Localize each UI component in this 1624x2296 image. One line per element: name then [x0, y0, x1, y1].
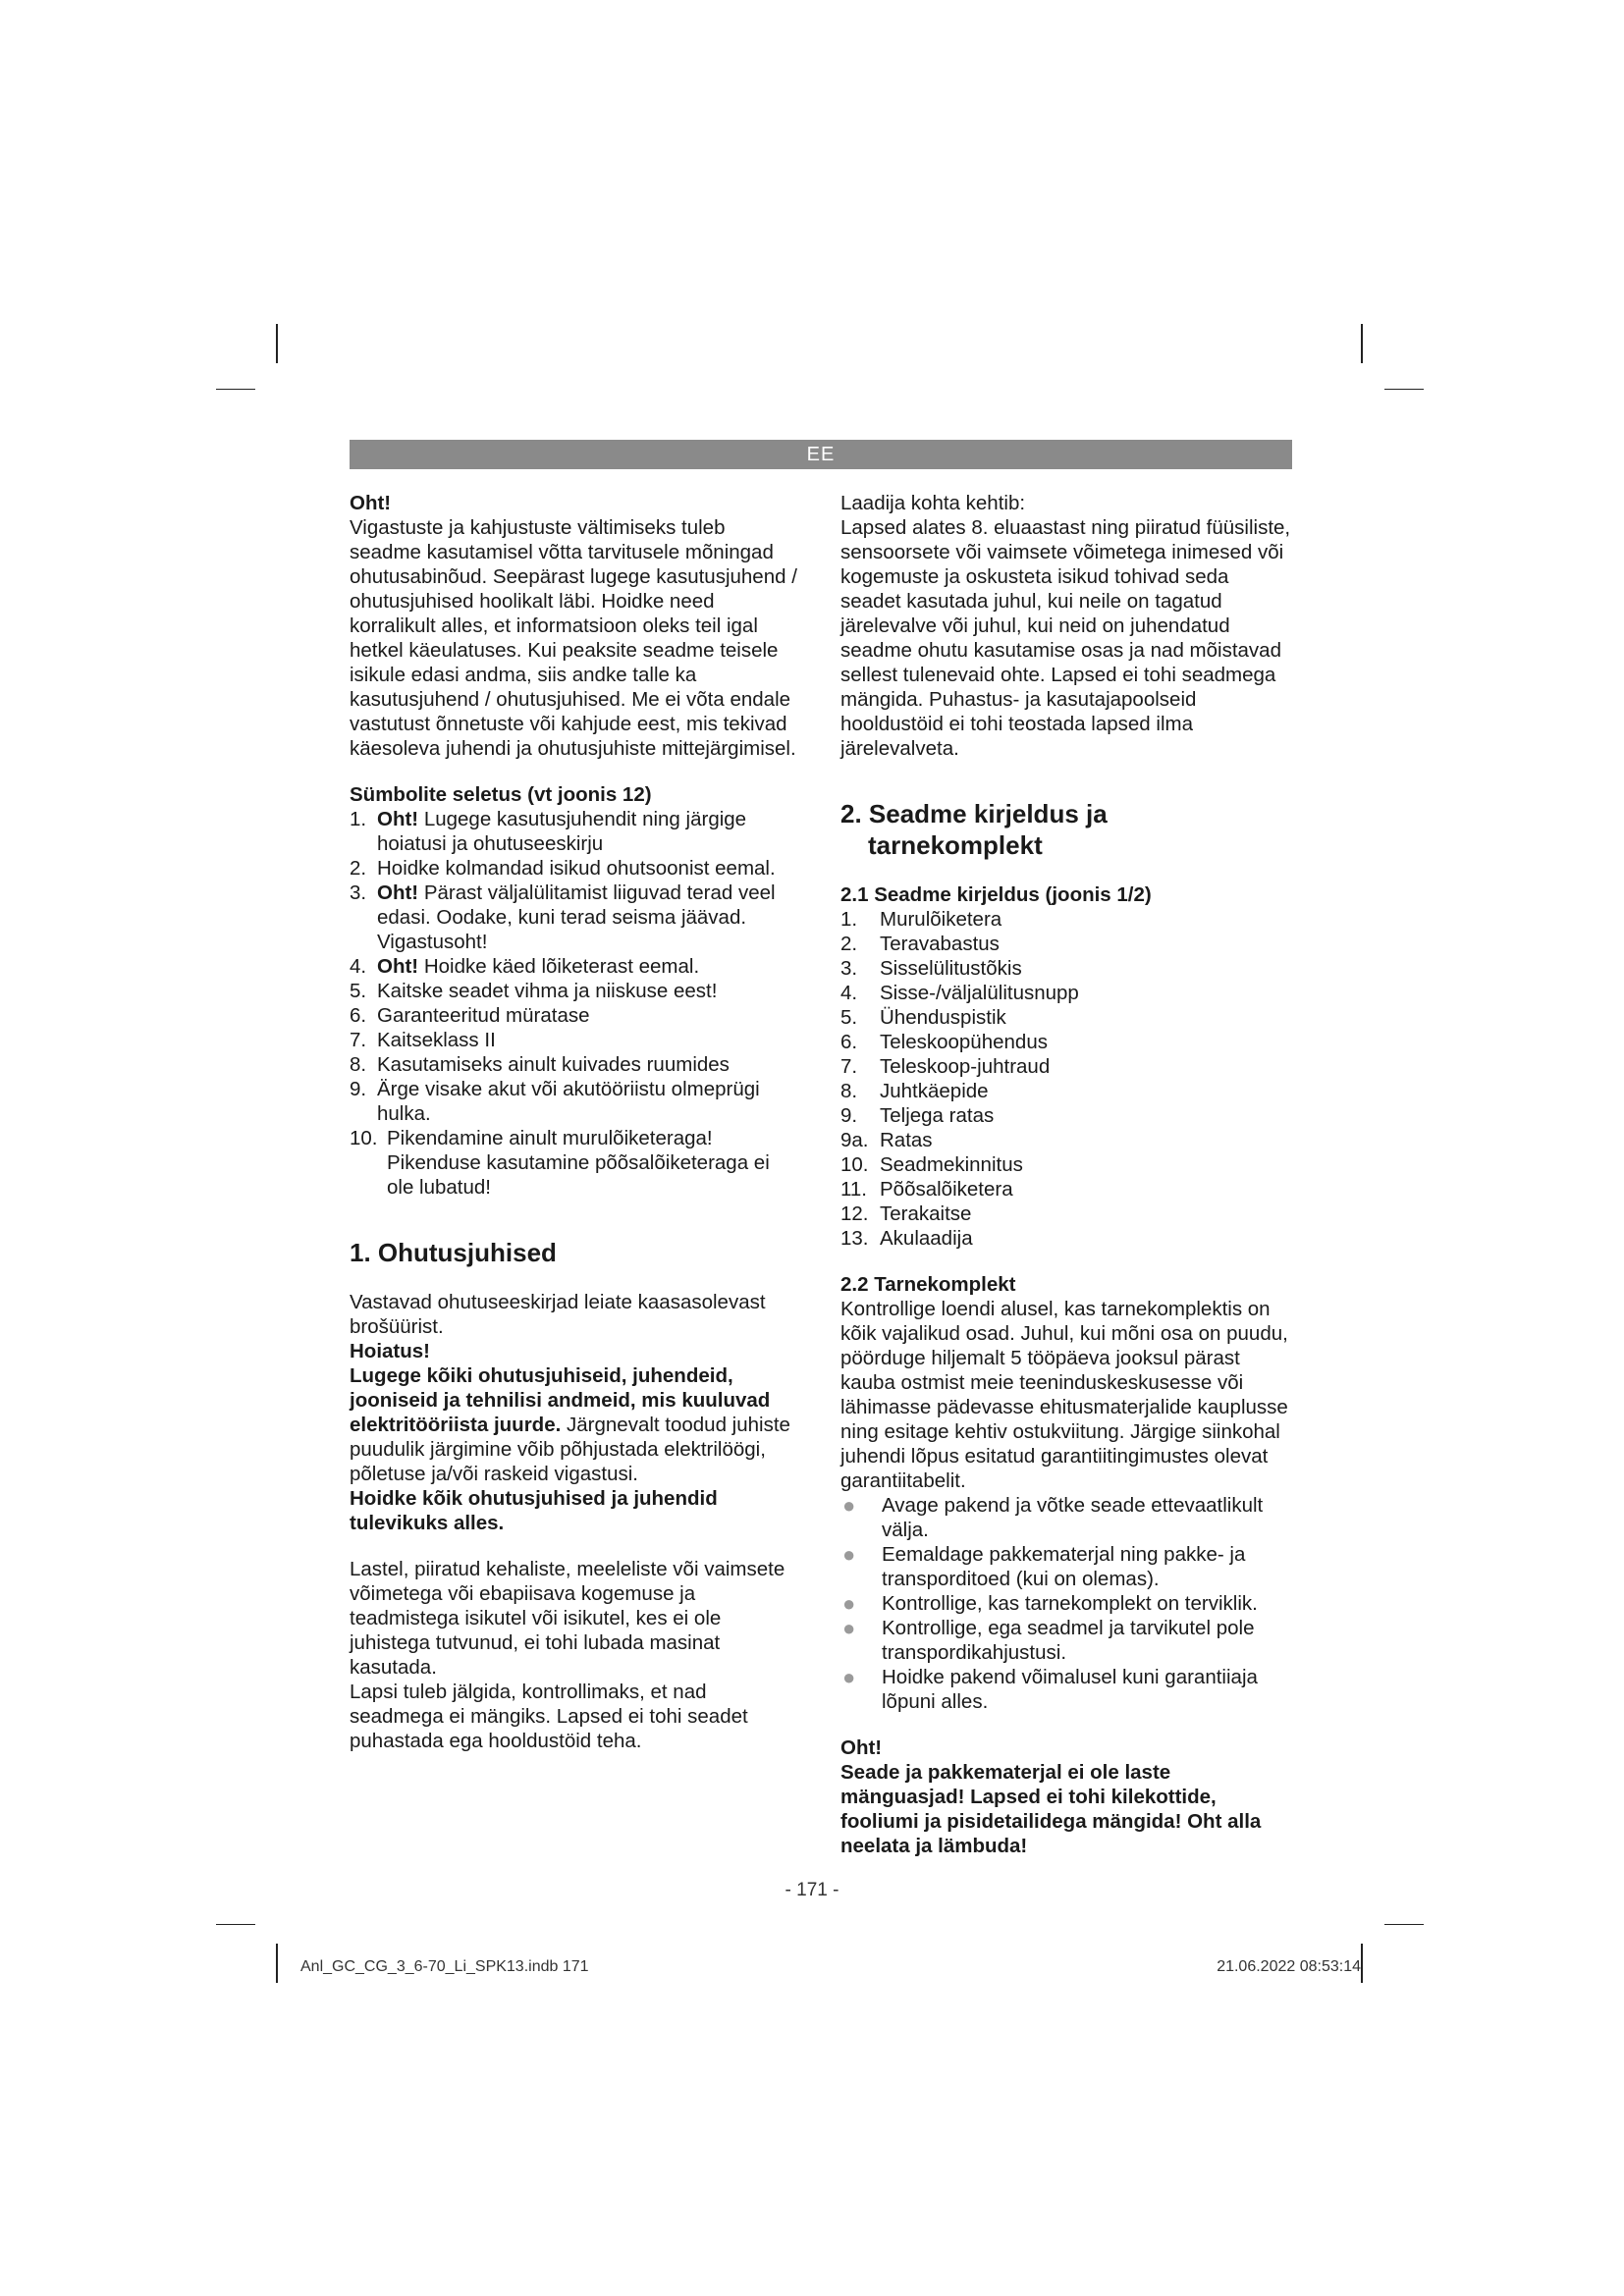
subsection-2-1-title: 2.1 Seadme kirjeldus (joonis 1/2) [840, 883, 1152, 906]
part-name: Murulõiketera [880, 908, 1002, 931]
part-item [840, 1177, 1292, 1201]
symbol-number: 10. [350, 1127, 378, 1149]
part-name: Juhtkäepide [880, 1080, 989, 1102]
section-1-intro: Vastavad ohutuseeskirjad leiate kaasasolevast brošüürist. [350, 1291, 766, 1338]
warning-text: Järgnevalt toodud juhiste puudulik järgimine võib põhjustada elektrilöögi, põletuse ja/või raskeid vigastusi. [350, 1414, 790, 1485]
unpacking-list [840, 1493, 1292, 1714]
charger-text: Lapsed alates 8. eluaastast ning piiratud füüsiliste, sensoorsete või vaimsete võimetega inimesed või kogemuste ja oskusteta isikud tohivad seda seadet kasutada juhul, kui neile on tagatud järelevalve või juhul, kui neid on juhendatud seadme ohutu kasutamise osas ja nad mõistavad sellest tulenevaid ohte. Lapsed ei tohi seadmega mängida. Puhastus- ja kasutajapoolseid hooldustöid ei tohi teostada lapsed ilma järelevalveta. [840, 516, 1291, 760]
part-name: Akulaadija [880, 1227, 973, 1250]
part-name: Teravabastus [880, 933, 1000, 955]
parts-list [840, 907, 1292, 1251]
symbol-item [350, 1052, 801, 1077]
part-item [840, 1030, 1292, 1054]
part-item [840, 1128, 1292, 1152]
symbol-number: 6. [350, 1004, 367, 1027]
danger-title: Oht! [350, 492, 392, 514]
crop-mark [216, 1924, 255, 1925]
subsection-2-2-title: 2.2 Tarnekomplekt [840, 1273, 1016, 1296]
symbol-number: 2. [350, 857, 367, 880]
crop-mark [276, 324, 278, 363]
part-number: 9a. [840, 1129, 869, 1151]
part-number: 8. [840, 1080, 858, 1102]
unpacking-text: Kontrollige, kas tarnekomplekt on terviklik. [882, 1592, 1258, 1615]
right-column [840, 491, 1292, 1858]
section-1-title: 1. Ohutusjuhised [350, 1238, 557, 1267]
section-2-title-line1: 2. Seadme kirjeldus ja [840, 799, 1108, 828]
part-item [840, 932, 1292, 956]
warning-paragraph [350, 1363, 801, 1486]
part-number: 13. [840, 1227, 869, 1250]
part-name: Ühenduspistik [880, 1006, 1006, 1029]
part-number: 2. [840, 933, 858, 955]
crop-mark [216, 389, 255, 390]
crop-mark [1361, 1944, 1363, 1983]
danger-2-text: Seade ja pakkematerjal ei ole laste mänguasjad! Lapsed ei tohi kilekottide, fooliumi ja pisidetailidega mängida! Oht alla neelata ja lämbuda! [840, 1761, 1262, 1857]
symbol-number: 8. [350, 1053, 367, 1076]
symbol-bold: Oht! [377, 955, 419, 978]
crop-mark [1361, 324, 1363, 363]
part-name: Sisse-/väljalülitusnupp [880, 982, 1079, 1004]
symbol-item [350, 1126, 801, 1200]
symbol-text: Hoidke kolmandad isikud ohutsoonist eemal. [377, 857, 776, 880]
symbols-list [350, 807, 801, 1200]
left-column [350, 491, 801, 1753]
bullet-icon: ● [842, 1665, 856, 1689]
part-number: 9. [840, 1104, 858, 1127]
part-item [840, 981, 1292, 1005]
part-name: Ratas [880, 1129, 933, 1151]
symbol-text: Lugege kasutusjuhendit ning järgige hoiatusi ja ohutuseeskirju [377, 808, 747, 855]
bullet-icon: ● [842, 1591, 856, 1616]
symbol-bold: Oht! [377, 881, 419, 904]
warning-bold: Lugege kõiki ohutusjuhiseid, juhendeid, jooniseid ja tehnilisi andmeid, mis kuuluvad elektritööriista juurde. [350, 1364, 771, 1436]
symbol-item [350, 1003, 801, 1028]
section-2-title-line2: tarnekomplekt [868, 830, 1043, 860]
part-name: Teljega ratas [880, 1104, 995, 1127]
symbol-number: 7. [350, 1029, 367, 1051]
part-number: 1. [840, 908, 858, 931]
part-number: 4. [840, 982, 858, 1004]
part-item [840, 956, 1292, 981]
part-number: 10. [840, 1153, 869, 1176]
crop-mark [276, 1944, 278, 1983]
symbol-bold: Oht! [377, 808, 419, 830]
unpacking-text: Hoidke pakend võimalusel kuni garantiiaja lõpuni alles. [882, 1666, 1258, 1713]
part-item [840, 1054, 1292, 1079]
symbol-item [350, 979, 801, 1003]
part-number: 12. [840, 1202, 869, 1225]
unpacking-text: Eemaldage pakkematerjal ning pakke- ja transporditoed (kui on olemas). [882, 1543, 1246, 1590]
symbol-text: Ärge visake akut või akutööriistu olmeprügi hulka. [377, 1078, 760, 1125]
part-item [840, 907, 1292, 932]
charger-title: Laadija kohta kehtib: [840, 492, 1026, 514]
part-name: Sisselülitustõkis [880, 957, 1022, 980]
part-name: Terakaitse [880, 1202, 972, 1225]
symbol-item [350, 881, 801, 954]
symbol-item [350, 1077, 801, 1126]
symbol-number: 3. [350, 881, 367, 904]
keep-instructions: Hoidke kõik ohutusjuhised ja juhendid tulevikuks alles. [350, 1487, 718, 1534]
unpacking-item [840, 1616, 1292, 1665]
symbol-item [350, 954, 801, 979]
symbol-item [350, 1028, 801, 1052]
unpacking-text: Kontrollige, ega seadmel ja tarvikutel pole transpordikahjustusi. [882, 1617, 1255, 1664]
symbol-item [350, 807, 801, 856]
symbol-text: Kasutamiseks ainult kuivades ruumides [377, 1053, 730, 1076]
symbol-number: 5. [350, 980, 367, 1002]
symbols-title: Sümbolite seletus (vt joonis 12) [350, 783, 652, 806]
unpacking-item [840, 1542, 1292, 1591]
symbol-text: Kaitseklass II [377, 1029, 496, 1051]
unpacking-item [840, 1493, 1292, 1542]
crop-mark [1384, 1924, 1424, 1925]
danger-text: Vigastuste ja kahjustuste vältimiseks tuleb seadme kasutamisel võtta tarvitusele mõningad ohutusabinõud. Seepärast lugege kasutusjuhend / ohutusjuhised hoolikalt läbi. Hoidke need korralikult alles, et informatsioon oleks teil igal hetkel käeulatuses. Kui peaksite seadme teisele isikule edasi andma, siis andke talle ka kasutusjuhend / ohutusjuhised. Me ei võta endale vastutust õnnetuste või kahjude eest, mis tekivad käesoleva juhendi ja ohutusjuhiste mittejärgimisel. [350, 516, 797, 760]
part-number: 3. [840, 957, 858, 980]
symbol-text: Kaitske seadet vihma ja niiskuse eest! [377, 980, 718, 1002]
bullet-icon: ● [842, 1493, 856, 1518]
symbol-number: 1. [350, 808, 367, 830]
crop-mark [1384, 389, 1424, 390]
part-number: 11. [840, 1178, 867, 1201]
danger-2-title: Oht! [840, 1736, 883, 1759]
part-number: 6. [840, 1031, 858, 1053]
part-item [840, 1201, 1292, 1226]
part-item [840, 1005, 1292, 1030]
part-name: Seadmekinnitus [880, 1153, 1023, 1176]
page-number: - 171 - [785, 1880, 839, 1900]
part-number: 7. [840, 1055, 858, 1078]
symbol-item [350, 856, 801, 881]
file-info: Anl_GC_CG_3_6-70_Li_SPK13.indb 171 [300, 1958, 589, 1975]
symbol-text: Garanteeritud müratase [377, 1004, 590, 1027]
unpacking-item [840, 1591, 1292, 1616]
part-name: Teleskoopühendus [880, 1031, 1048, 1053]
unpacking-item [840, 1665, 1292, 1714]
symbol-text: Hoidke käed lõiketerast eemal. [418, 955, 700, 978]
bullet-icon: ● [842, 1542, 856, 1567]
unpacking-text: Avage pakend ja võtke seade ettevaatlikult välja. [882, 1494, 1264, 1541]
symbol-text: Pikendamine ainult murulõiketeraga! Pikenduse kasutamine põõsalõiketeraga ei ole lubatud! [387, 1127, 770, 1199]
bullet-icon: ● [842, 1616, 856, 1640]
part-item [840, 1079, 1292, 1103]
part-number: 5. [840, 1006, 858, 1029]
part-name: Põõsalõiketera [880, 1178, 1013, 1201]
warning-title: Hoiatus! [350, 1340, 430, 1362]
delivery-text: Kontrollige loendi alusel, kas tarnekomplektis on kõik vajalikud osad. Juhul, kui mõni osa on puudu, pöörduge hiljemalt 5 tööpäeva jooksul pärast kauba ostmist meie teeninduskeskusesse või lähimasse pädevasse ehitusmaterjalide kauplusse ning esitage kehtiv ostukviitung. Järgige siinkohal juhendi lõpus esitatud garantiitingimustes olevat garantiitabelit. [840, 1298, 1288, 1492]
children-text: Lapsi tuleb jälgida, kontrollimaks, et nad seadmega ei mängiks. Lapsed ei tohi seadet puhastada ega hooldustöid teha. [350, 1681, 748, 1752]
persons-text: Lastel, piiratud kehaliste, meeleliste või vaimsete võimetega või ebapiisava kogemuse ja teadmistega isikutel või isikutel, kes ei ole juhistega tutvunud, ei tohi lubada masinat kasutada. [350, 1558, 785, 1679]
part-item [840, 1226, 1292, 1251]
symbol-number: 4. [350, 955, 367, 978]
symbol-number: 9. [350, 1078, 367, 1100]
part-item [840, 1152, 1292, 1177]
print-date: 21.06.2022 08:53:14 [1217, 1958, 1361, 1975]
part-item [840, 1103, 1292, 1128]
language-header-bar: EE [350, 440, 1292, 469]
part-name: Teleskoop-juhtraud [880, 1055, 1051, 1078]
symbol-text: Pärast väljalülitamist liiguvad terad veel edasi. Oodake, kuni terad seisma jäävad. Vigastusoht! [377, 881, 776, 953]
